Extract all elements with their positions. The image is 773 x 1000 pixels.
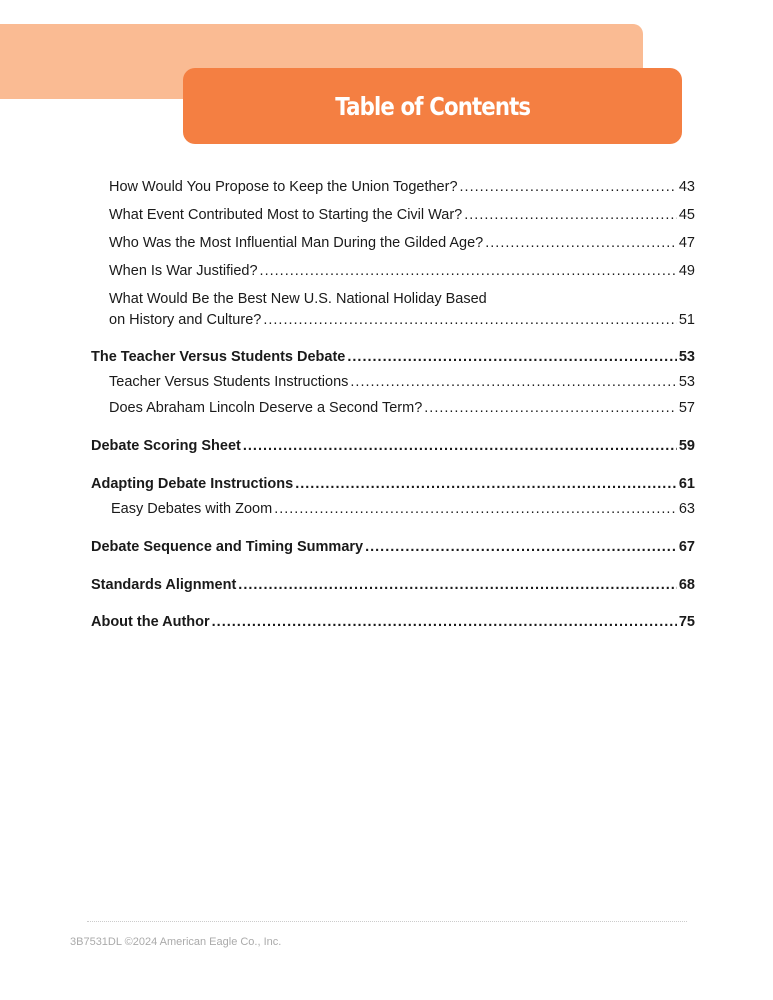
leader-dots — [347, 348, 676, 366]
page-title: Table of Contents — [334, 91, 531, 121]
leader-dots — [260, 262, 677, 280]
leader-dots — [212, 613, 677, 631]
toc-label: Adapting Debate Instructions — [91, 476, 294, 492]
toc-entry[interactable] — [91, 437, 695, 455]
toc-page: 47 — [678, 235, 695, 251]
toc-page: 43 — [678, 179, 695, 195]
title-banner — [183, 68, 682, 144]
toc-label: Debate Scoring Sheet — [91, 438, 241, 454]
toc-label: What Event Contributed Most to Starting the Civil War? — [109, 207, 463, 223]
toc-page: 49 — [678, 263, 695, 279]
toc-entry[interactable] — [109, 373, 695, 391]
toc-entry[interactable] — [91, 538, 695, 556]
toc-entry[interactable] — [109, 206, 695, 224]
toc-label: When Is War Justified? — [109, 263, 258, 279]
toc-label: Teacher Versus Students Instructions — [109, 374, 349, 390]
toc-page: 67 — [678, 539, 695, 555]
leader-dots — [464, 206, 677, 224]
toc-page: 75 — [678, 614, 695, 630]
toc-entry[interactable] — [111, 500, 695, 518]
toc-entry[interactable] — [109, 178, 695, 196]
toc-entry[interactable] — [91, 348, 695, 366]
footer-copyright: 3B7531DL ©2024 American Eagle Co., Inc. — [70, 936, 282, 948]
toc-page: 63 — [678, 501, 695, 517]
toc-entry[interactable] — [91, 613, 695, 631]
toc-page: 61 — [678, 476, 695, 492]
toc-label: The Teacher Versus Students Debate — [91, 349, 346, 365]
toc-label: on History and Culture? — [109, 312, 262, 328]
toc-entry[interactable] — [109, 311, 695, 329]
leader-dots — [424, 399, 677, 417]
leader-dots — [295, 475, 677, 493]
toc-page: 53 — [678, 374, 695, 390]
toc-page: 45 — [678, 207, 695, 223]
toc-page: 53 — [678, 349, 695, 365]
toc-entry[interactable] — [109, 234, 695, 252]
toc-label: Easy Debates with Zoom — [111, 501, 273, 517]
footer-divider — [87, 921, 687, 922]
toc-entry[interactable] — [109, 399, 695, 417]
toc-label: How Would You Propose to Keep the Union Together? — [109, 179, 458, 195]
toc-page: 57 — [678, 400, 695, 416]
leader-dots — [274, 500, 677, 518]
leader-dots — [350, 373, 676, 391]
toc-label: Does Abraham Lincoln Deserve a Second Term? — [109, 400, 423, 416]
toc-page: 51 — [678, 312, 695, 328]
toc-label: Debate Sequence and Timing Summary — [91, 539, 364, 555]
leader-dots — [485, 234, 677, 252]
toc-label-line1[interactable]: What Would Be the Best New U.S. National Holiday Based — [109, 291, 487, 307]
leader-dots — [243, 437, 677, 455]
toc-page: 68 — [678, 577, 695, 593]
leader-dots — [460, 178, 677, 196]
toc-page: 59 — [678, 438, 695, 454]
toc-label: About the Author — [91, 614, 210, 630]
leader-dots — [263, 311, 677, 329]
toc-entry[interactable] — [91, 576, 695, 594]
toc-entry[interactable] — [91, 475, 695, 493]
toc-label: Standards Alignment — [91, 577, 237, 593]
leader-dots — [238, 576, 677, 594]
toc-label: Who Was the Most Influential Man During the Gilded Age? — [109, 235, 484, 251]
leader-dots — [365, 538, 677, 556]
toc-entry[interactable] — [109, 262, 695, 280]
